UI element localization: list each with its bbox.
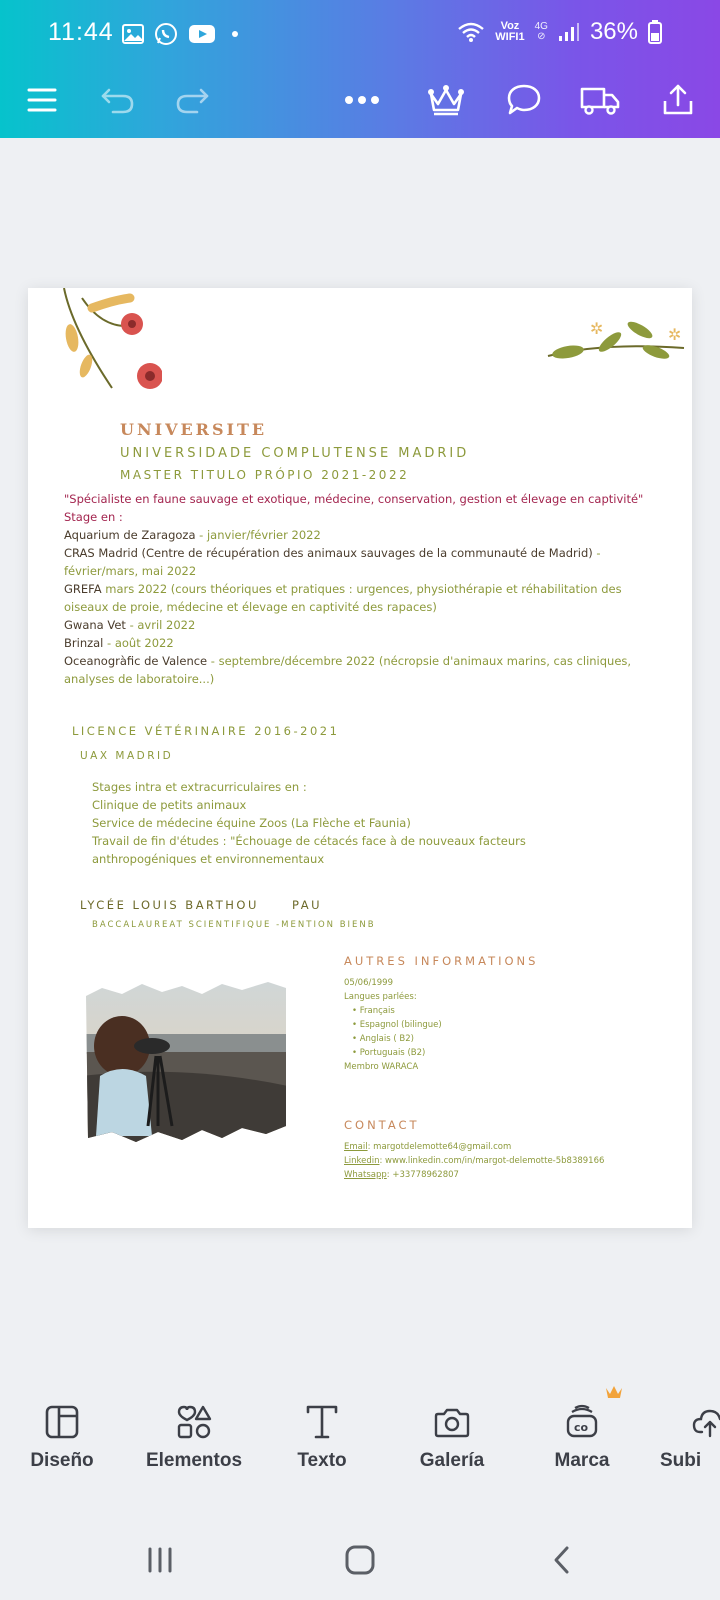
- more-icon[interactable]: [340, 78, 384, 122]
- contact-linkedin: Linkedin: www.linkedin.com/in/margot-delemotte-5b8389166: [344, 1156, 605, 1166]
- list-item: anthropogéniques et environnementaux: [92, 852, 325, 866]
- list-item: GREFA mars 2022 (cours théoriques et pratiques : urgences, physiothérapie et réhabilitation des oiseaux de proie, médecine et élevage en captivité des rapaces): [64, 582, 622, 614]
- contact-whatsapp: Whatsapp: +33778962807: [344, 1170, 459, 1180]
- university-heading: UNIVERSITE: [120, 420, 268, 439]
- svg-text:co: co: [574, 1421, 589, 1434]
- svg-text:✲: ✲: [590, 319, 604, 338]
- autres-heading: AUTRES INFORMATIONS: [344, 954, 539, 968]
- back-icon[interactable]: [532, 1530, 592, 1590]
- list-item: • Français: [352, 1004, 442, 1018]
- profile-photo[interactable]: [82, 976, 288, 1148]
- master-title: MASTER TITULO PRÓPIO 2021-2022: [120, 468, 410, 482]
- editor-toolbar: [0, 72, 720, 132]
- notification-icons: [122, 22, 238, 46]
- list-item: • Anglais ( B2): [352, 1032, 442, 1046]
- tool-upload[interactable]: Subi: [650, 1400, 720, 1472]
- list-item: Brinzal - août 2022: [64, 636, 174, 650]
- brand-icon: [522, 1400, 642, 1444]
- youtube-icon: [188, 24, 216, 44]
- lycee-city: PAU: [292, 898, 322, 912]
- comment-icon[interactable]: [502, 78, 546, 122]
- whatsapp-icon: [154, 22, 178, 46]
- svg-text:✲: ✲: [668, 325, 682, 344]
- list-item: Aquarium de Zaragoza - janvier/février 2022: [64, 528, 321, 542]
- home-icon[interactable]: [330, 1530, 390, 1590]
- specialist-quote: "Spécialiste en faune sauvage et exotique, médecine, conservation, gestion et élevage en captivité": [64, 492, 644, 506]
- undo-icon[interactable]: [96, 78, 140, 122]
- licence-details: [92, 778, 526, 868]
- list-item: Clinique de petits animaux: [92, 798, 247, 812]
- system-status-icons: [457, 18, 662, 46]
- contact-email: Email: margotdelemotte64@gmail.com: [344, 1142, 512, 1152]
- floral-decoration-right-icon: [544, 308, 692, 398]
- network-indicator: 4G ⊘: [534, 21, 548, 42]
- voz-wifi-indicator: Voz WIFI1: [495, 20, 525, 43]
- share-icon[interactable]: [656, 78, 700, 122]
- editor-bottom-toolbar: [0, 1400, 720, 1490]
- app-header: [0, 0, 720, 138]
- list-item: Oceanogràfic de Valence - septembre/décembre 2022 (nécropsie d'animaux marins, cas cliniques, analyses de laboratoire...): [64, 654, 632, 686]
- system-navigation-bar: [0, 1530, 720, 1590]
- layout-icon: [2, 1400, 122, 1444]
- upload-icon: [650, 1400, 720, 1444]
- contact-info: [344, 1140, 604, 1182]
- tool-design[interactable]: Diseño: [2, 1400, 122, 1472]
- uax-heading: UAX MADRID: [80, 750, 174, 762]
- university-name: UNIVERSIDADE COMPLUTENSE MADRID: [120, 446, 470, 461]
- text-icon: [262, 1400, 382, 1444]
- shapes-icon: [134, 1400, 254, 1444]
- licence-heading: LICENCE VÉTÉRINAIRE 2016-2021: [72, 724, 340, 738]
- list-item: Gwana Vet - avril 2022: [64, 618, 196, 632]
- crown-icon[interactable]: [424, 78, 468, 122]
- stage-heading: Stage en :: [64, 510, 123, 524]
- list-item: • Portuguais (B2): [352, 1046, 442, 1060]
- birthdate: 05/06/1999: [344, 978, 393, 988]
- status-bar: [0, 0, 720, 70]
- languages-label: Langues parlées:: [344, 992, 417, 1002]
- tool-gallery[interactable]: Galería: [392, 1400, 512, 1472]
- stages-list: [64, 526, 664, 688]
- list-item: Travail de fin d'études : "Échouage de cétacés face à de nouveaux facteurs: [92, 834, 526, 848]
- tool-brand[interactable]: co Marca: [522, 1400, 642, 1472]
- premium-crown-icon: [604, 1384, 624, 1400]
- list-item: CRAS Madrid (Centre de récupération des animaux sauvages de la communauté de Madrid) - février/mars, mai 2022: [64, 546, 601, 578]
- list-item: Service de médecine équine Zoos (La Flèche et Faunia): [92, 816, 411, 830]
- battery-percent: 36%: [589, 18, 638, 45]
- list-item: • Espagnol (bilingue): [352, 1018, 442, 1032]
- floral-decoration-left-icon: [52, 288, 162, 406]
- battery-icon: [648, 20, 662, 44]
- notification-dot-icon: [232, 31, 238, 37]
- list-item: Stages intra et extracurriculaires en :: [92, 780, 307, 794]
- signal-icon: [558, 22, 580, 42]
- tool-text[interactable]: Texto: [262, 1400, 382, 1472]
- status-time: 11:44: [48, 18, 114, 46]
- contact-heading: CONTACT: [344, 1118, 420, 1132]
- recent-apps-icon[interactable]: [130, 1530, 190, 1590]
- languages-list: [344, 1004, 442, 1060]
- tool-elements[interactable]: Elementos: [134, 1400, 254, 1472]
- membership: Membro WARACA: [344, 1062, 419, 1072]
- redo-icon[interactable]: [170, 78, 214, 122]
- wifi-icon: [457, 21, 485, 43]
- delivery-icon[interactable]: [578, 78, 622, 122]
- lycee-heading: LYCÉE LOUIS BARTHOU: [80, 898, 259, 912]
- menu-icon[interactable]: [20, 78, 64, 122]
- other-info: [344, 976, 442, 1074]
- camera-icon: [392, 1400, 512, 1444]
- bac-line: BACCALAUREAT SCIENTIFIQUE -MENTION BIENB: [92, 920, 376, 930]
- resume-page[interactable]: [28, 288, 692, 1228]
- gallery-icon: [122, 24, 144, 44]
